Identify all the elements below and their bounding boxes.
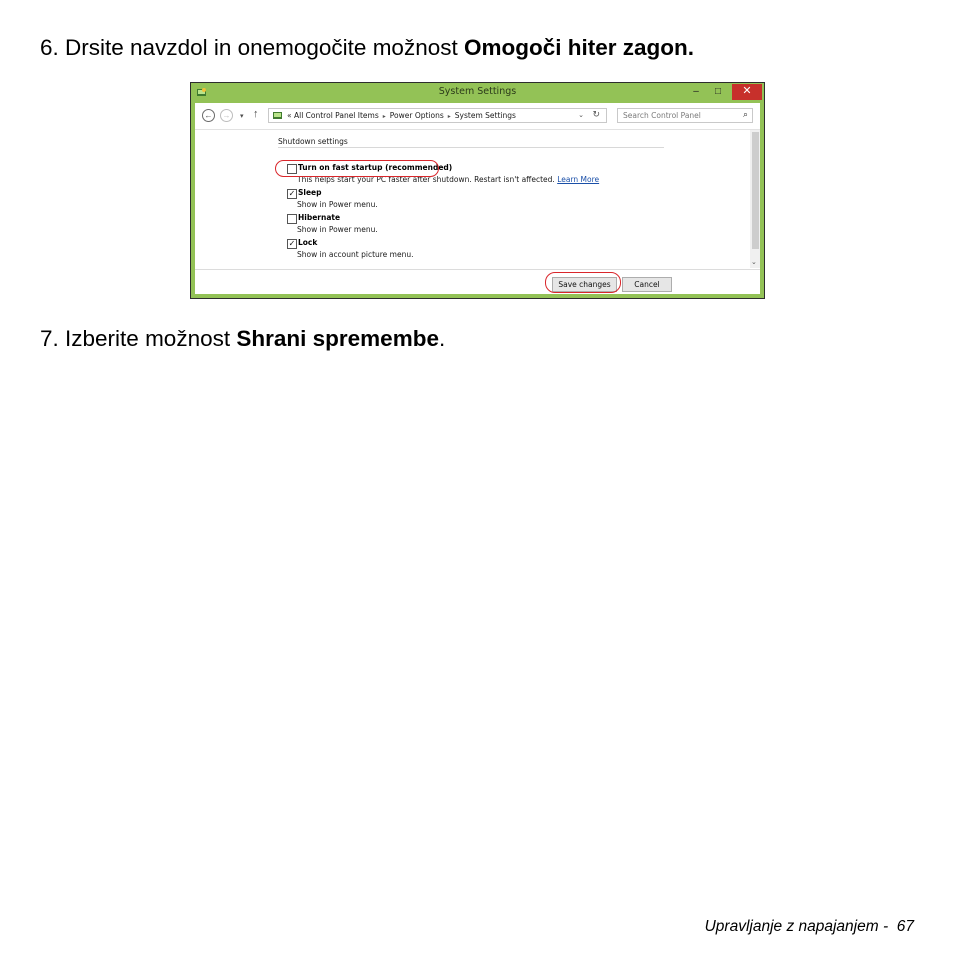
search-box (617, 108, 753, 123)
sleep-checkbox[interactable]: ✓ (288, 189, 296, 198)
back-arrow-icon[interactable]: ← (202, 109, 215, 122)
search-icon[interactable]: ⌕ (742, 110, 748, 120)
window-title: System Settings (438, 86, 517, 97)
step-suffix: . (438, 326, 446, 351)
forward-arrow-icon[interactable]: → (220, 109, 233, 122)
cancel-button[interactable]: Cancel (622, 277, 672, 292)
address-bar[interactable] (268, 108, 607, 123)
option-label[interactable]: Lock (298, 238, 318, 247)
title-bar (191, 83, 764, 103)
step-emphasis: Shrani spremembe (236, 326, 439, 351)
lock-checkbox[interactable]: ✓ (288, 239, 296, 248)
option-label[interactable]: Sleep (298, 188, 322, 197)
breadcrumb-item[interactable]: Power Options (389, 111, 444, 120)
system-settings-window (190, 82, 765, 299)
chevron-down-icon[interactable]: ⌄ (578, 111, 584, 119)
learn-more-link[interactable]: Learn More (557, 175, 600, 184)
recent-locations-icon[interactable]: ▾ (240, 113, 244, 120)
step-text: Drsite navzdol in onemogočite možnost (65, 35, 458, 60)
footer-section: Upravljanje z napajanjem - (704, 918, 893, 935)
control-panel-icon (272, 110, 283, 121)
step-emphasis: Omogoči hiter zagon. (464, 35, 695, 60)
option-label[interactable]: Hibernate (298, 213, 341, 222)
step-6 (40, 35, 694, 61)
address-row (195, 103, 760, 130)
option-label[interactable]: Turn on fast startup (recommended) (298, 163, 453, 172)
window-client-area (195, 103, 760, 294)
highlight-ring (545, 272, 621, 293)
step-number: 6. (40, 35, 59, 60)
option-description: Show in Power menu. (297, 200, 378, 209)
breadcrumb-item[interactable]: System Settings (454, 111, 516, 120)
hibernate-checkbox[interactable] (287, 214, 297, 224)
chevron-right-icon[interactable]: ▸ (447, 113, 451, 120)
step-7 (40, 326, 445, 352)
button-bar (195, 269, 760, 294)
page-number: 67 (896, 918, 914, 935)
step-text: Izberite možnost (65, 326, 231, 351)
highlight-ring (275, 160, 439, 177)
step-number: 7. (40, 326, 59, 351)
section-divider (278, 147, 664, 148)
breadcrumb (287, 111, 516, 120)
refresh-icon[interactable]: ↻ (592, 110, 600, 120)
option-description: Show in account picture menu. (297, 250, 414, 259)
vertical-scrollbar[interactable] (750, 130, 760, 268)
scrollbar-thumb[interactable] (752, 132, 759, 249)
breadcrumb-overflow[interactable]: « (287, 111, 292, 120)
close-button[interactable]: ✕ (732, 84, 762, 100)
breadcrumb-item[interactable]: All Control Panel Items (293, 111, 379, 120)
settings-content (195, 130, 760, 268)
minimize-button[interactable]: – (693, 86, 699, 97)
up-arrow-icon[interactable]: ↑ (253, 108, 259, 120)
scroll-down-icon[interactable]: ⌄ (751, 259, 757, 266)
chevron-right-icon[interactable]: ▸ (382, 113, 386, 120)
section-heading: Shutdown settings (278, 137, 348, 146)
search-input[interactable] (618, 109, 741, 122)
save-changes-button[interactable]: Save changes (552, 277, 617, 292)
description-text: This helps start your PC faster after shutdown. Restart isn't affected. (297, 175, 555, 184)
page-footer (705, 918, 914, 936)
maximize-button[interactable]: □ (714, 86, 722, 97)
option-description: Show in Power menu. (297, 225, 378, 234)
